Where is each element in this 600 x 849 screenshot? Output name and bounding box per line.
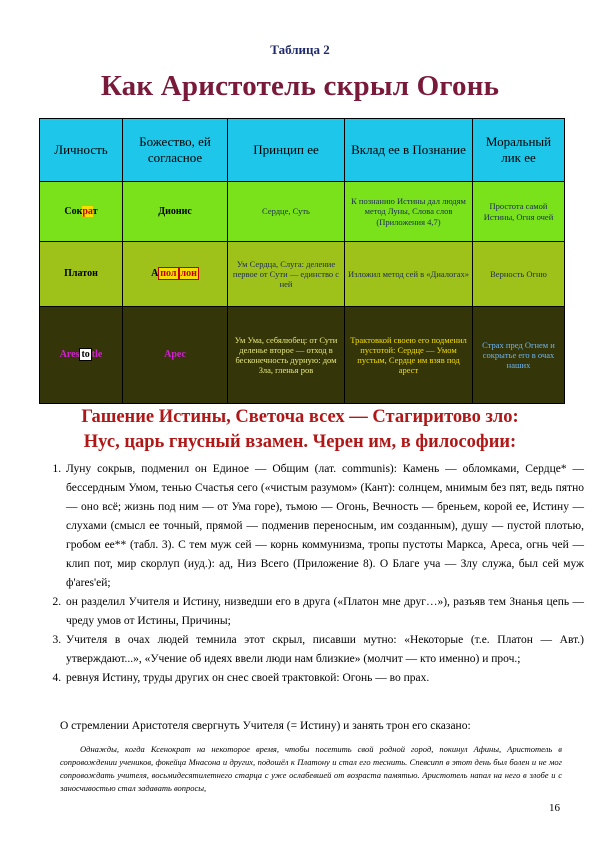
- table-row: [40, 242, 565, 307]
- list-item: 2. он разделил Учителя и Истину, низведши его в друга («Платон мне друг…»), разъяв тем Знанья цепь — чреду умов от Истины, Причины;: [64, 593, 584, 631]
- cell-deity-apollo: А пол лон: [123, 242, 228, 307]
- header-contribution: Вклад ее в Познание: [345, 119, 473, 182]
- quote-intro: О стремлении Аристотеля свергнуть Учителя (= Истину) и занять трон его сказано:: [60, 720, 471, 732]
- cell-deity-dionysus: Дионис: [123, 182, 228, 242]
- table-row: [40, 182, 565, 242]
- header-moral: Моральный лик ее: [473, 119, 565, 182]
- cell-moral-plato: Верность Огню: [473, 242, 565, 307]
- header-personality: Личность: [40, 119, 123, 182]
- page-title: Как Аристотель скрыл Огонь: [100, 70, 500, 102]
- numbered-list: [46, 460, 584, 688]
- cell-principle-aristotle: Ум Ума, себялюбец: от Сути деленье второе — отход в бесконечность дурную: дом Зла, гленья ров: [228, 307, 345, 404]
- slogan-line-2: Нус, царь гнусный взамен. Черен им, в философии:: [83, 432, 517, 452]
- header-principle: Принцип ее: [228, 119, 345, 182]
- cell-moral-socrates: Простота самой Истины, Огня очей: [473, 182, 565, 242]
- cell-name-aristotle: Ares to tle: [40, 307, 123, 404]
- cell-principle-socrates: Сердце, Суть: [228, 182, 345, 242]
- quote-text: Однажды, когда Ксенократ на некоторое время, чтобы посетить свой родной город, покинул Афины, Аристотель в сопровождении учеников, фокейца Мнасона и других, подошёл к Платону и стал его теснить. Спевсипп в этот день был болен и не мог сопровождать учителя, восьмидесятилетнего старца с уже ослабевшей от возраста памятью. Аристотель напал на него в злобе и с заносчивостью стал задавать вопросы,: [60, 744, 562, 793]
- cell-contribution-aristotle: Трактовкой своею его подменил пустотой: Сердце — Умом пустым, Сердце им взяв под арест: [345, 307, 473, 404]
- header-deity: Божество, ей согласное: [123, 119, 228, 182]
- page-number: 16: [549, 802, 560, 814]
- cell-name-socrates: [40, 182, 123, 242]
- cell-contribution-plato: Изложил метод сей в «Диалогах»: [345, 242, 473, 307]
- slogan-line-1: Гашение Истины, Светоча всех — Стагиритово зло:: [81, 407, 519, 427]
- table-label: Таблица 2: [270, 42, 330, 57]
- list-item: 1. Луну сокрыв, подменил он Единое — Общим (лат. communis): Камень — обломками, Сердце* — бессердным Умом, тенью Счастья сего («чистым разумом» (Кант): солнцем, мнимым без пят, ведь пятно — оно всё; жизнь под ним — от Ума горе), тьмою — Огонь, Вечность — бреньем, корой ее, Истину — слухами (смысл ее точный, прямой — подменив переносным, им созданным), душу — пустой плотью, гробом ее** (табл. 3). С тем муж сей — корнь коммунизма, тропы пустоты Маркса, Ареса, огнь чей — клип пот, мир скорлуп (иуд.): ад, Низ Всего (Приложение 8). О Благе уча — Злу служа, был сей муж ф'ares'ей;: [64, 460, 584, 593]
- philosophers-table: [39, 118, 565, 404]
- list-item: 3. Учителя в очах людей темнила этот скрыл, писавши мутно: «Некоторые (т.е. Платон — Авт.) утверждают...», «Учение об идеях ввели люди нам близкие» (молчит — кто именно) и проч.;: [64, 631, 584, 669]
- slogan: [0, 405, 600, 455]
- cell-deity-ares: Арес: [123, 307, 228, 404]
- cell-moral-aristotle: Страх пред Огнем и сокрытье его в очах наших: [473, 307, 565, 404]
- list-item: 4. ревнуя Истину, труды других он снес своей трактовкой: Огонь — во прах.: [64, 669, 584, 688]
- name-socrates-marked: Сократ: [64, 205, 98, 217]
- cell-contribution-socrates: К познанию Истины дал людям метод Луны, Слова слов (Приложения 4,7): [345, 182, 473, 242]
- cell-name-plato: Платон: [40, 242, 123, 307]
- table-row: [40, 307, 565, 404]
- table-header-row: [40, 119, 565, 182]
- cell-principle-plato: Ум Сердца, Слуга: деление первое от Сути — единство с ней: [228, 242, 345, 307]
